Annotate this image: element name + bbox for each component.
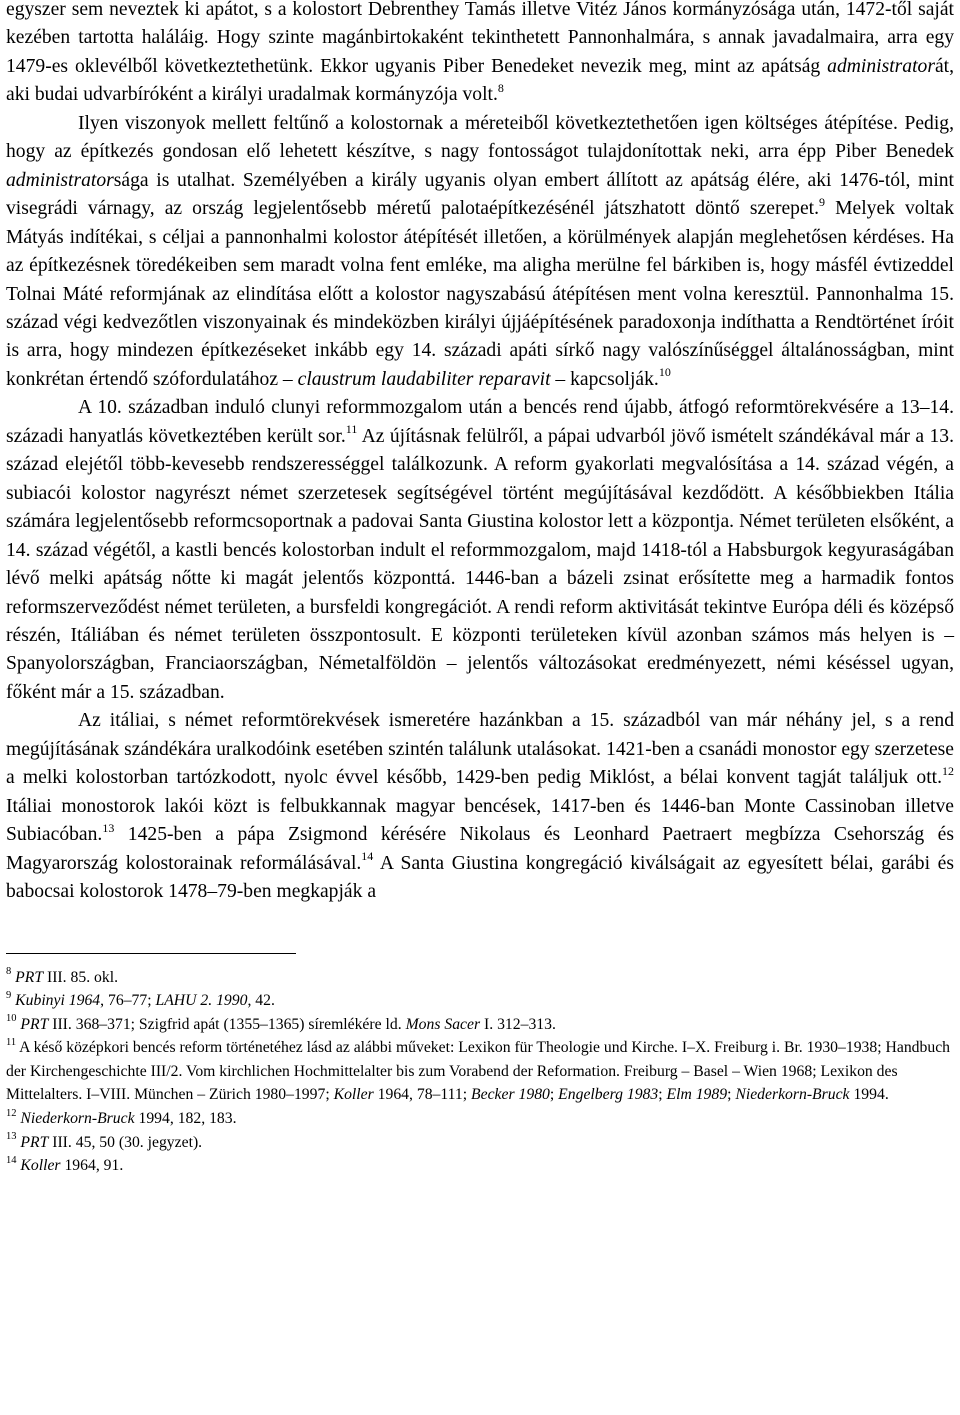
- italic-text: Becker 1980: [471, 1086, 550, 1104]
- text-run: A Santa Giustina kongregáció kiválságait az egyesített bélai, garábi és babocsai kolostorok 1478–79-ben megkapják a: [6, 852, 954, 903]
- footnote-9: [6, 989, 954, 1013]
- italic-text: administrator: [827, 55, 935, 77]
- text-run: 1994, 182, 183.: [134, 1110, 237, 1128]
- text-run: 1425-ben a pápa Zsigmond kérésére Nikolaus és Leonhard Paetraert megbízza Csehország és Magyarország kolostorainak reformálásával.: [6, 824, 954, 874]
- footnote-14: [6, 1154, 954, 1178]
- paragraph-1: [6, 0, 954, 110]
- text-run: – kapcsolják.: [550, 368, 659, 390]
- text-run: 1964, 78–111;: [373, 1086, 472, 1104]
- footnote-10: [6, 1013, 954, 1037]
- text-run: sága is utalhat. Személyében a király ugyanis olyan embert állított az apátság élére, aki 1476-tól, mint visegrádi várnagy, az ország legjelentősebb méretű palotaépítkezésénél játszhatott döntő szerepet.: [6, 169, 954, 220]
- text-run: Ilyen viszonyok mellett feltűnő a kolostornak a méreteiből következtethetően igen költséges átépítése. Pedig, hogy az építkezés gondosan elő lehetett készítve, s nagy fontosságot tulajdonítottak neki, arra épp Piber Benedek: [6, 112, 954, 163]
- footnote-marker: 12: [6, 1107, 17, 1119]
- text-run: ;: [549, 1086, 559, 1104]
- footnote-marker: 12: [942, 763, 954, 778]
- text-run: Az újításnak felülről, a pápai udvarból jövő ismételt szándékával már a 13. század elejétől több-kevesebb rendszerességgel találkozunk. A reform gyakorlati megvalósítása a 14. század végén, a subiacói kolostor nagyrészt német szerzetesek segítségével történt megújításával kezdődött. A későbbiekben Itália számára legjelentősebb reformcsoportnak a padovai Santa Giustina kolostor lett a központja. Német területen elsőként, a 14. század végétől, a kastli bencés kolostorban indult el reformmozgalom, majd 1418-tól a Habsburgok kegyuraságában lévő melki apátság nőtte ki magát jelentős központtá. 1446-ban a bázeli zsinat erősítette meg a harmadik fontos reformszerveződést német területen, a bursfeldi kongregációt. A rendi reform aktivitását tekintve Európa déli és középső részén, Itáliában és német területen összpontosult. E központi területeken kívül azonban számos más helyen is – Spanyolországban, Franciaországban, Németalföldön – jelentős változásokat eredményezett, némi késéssel ugyan, főként már a 15. században.: [6, 425, 954, 703]
- italic-text: PRT: [20, 1015, 49, 1033]
- text-run: 1964, 91.: [60, 1157, 124, 1175]
- italic-text: PRT: [20, 1133, 49, 1151]
- italic-text: Engelberg 1983: [558, 1086, 659, 1104]
- footnote-13: [6, 1131, 954, 1155]
- text-run: A késő középkori bencés reform történetéhez lásd az alábbi műveket: Lexikon für Theologie und Kirche. I–X. Freiburg i. Br. 1930–1938; Handbuch der Kirchengeschichte III/2. Vom kirchlichen Hochmittelalter bis zum Vorabend der Reformation. Freiburg – Basel – Wien 1968; Lexikon des Mittelalters. I–VIII. München – Zürich 1980–1997;: [6, 1039, 951, 1104]
- footnote-marker: 14: [361, 849, 374, 864]
- footnote-marker: 8: [6, 966, 12, 978]
- document-page: [6, 0, 954, 1178]
- text-run: III. 368–371; Szigfrid apát (1355–1365) síremlékére ld.: [48, 1015, 406, 1033]
- italic-text: Koller: [333, 1086, 374, 1104]
- text-run: ;: [727, 1086, 736, 1104]
- paragraph-2: [6, 110, 954, 395]
- main-text: [6, 0, 954, 907]
- paragraph-3: [6, 394, 954, 707]
- footnote-marker: 10: [658, 365, 671, 380]
- italic-text: Niederkorn-Bruck: [735, 1086, 850, 1104]
- italic-text: Elm 1989: [666, 1086, 728, 1104]
- text-run: Itáliai monostorok lakói közt is felbukkannak magyar bencések, 1417-ben és 1446-ban Monte Cassinoban illetve Subiacóban.: [6, 795, 954, 846]
- italic-text: Niederkorn-Bruck: [20, 1110, 135, 1128]
- footnote-marker: 13: [102, 820, 115, 835]
- italic-text: Koller: [20, 1157, 61, 1175]
- footnote-marker: 14: [6, 1155, 17, 1167]
- footnote-11: [6, 1036, 954, 1107]
- text-run: , 42.: [247, 992, 275, 1010]
- italic-text: PRT: [15, 968, 44, 986]
- text-run: A 10. században induló clunyi reformmozgalom után a bencés rend újabb, átfogó reformtörekvésére a 13–14. századi hanyatlás következtében került sor.: [6, 397, 954, 447]
- text-run: át, aki budai udvarbíróként a királyi uradalmak kormányzója volt.: [6, 55, 954, 106]
- footnote-marker: 11: [345, 422, 358, 437]
- footnote-separator: [6, 953, 296, 954]
- footnote-marker: 9: [6, 989, 12, 1001]
- text-run: ;: [658, 1086, 667, 1104]
- footnote-marker: 8: [497, 80, 504, 95]
- italic-text: LAHU 2. 1990: [155, 992, 248, 1010]
- footnote-marker: 9: [819, 194, 825, 209]
- footnote-marker: 11: [6, 1037, 17, 1049]
- text-run: egyszer sem neveztek ki apátot, s a kolostort Debrenthey Tamás illetve Vitéz János kormányzósága után, 1472-től saját kezében tartotta haláláig. Hogy szinte magánbirtokaként tekinthetett Pannonhalmára, s annak javadalmaira, arra egy 1479-es oklevélből következtethetünk. Ekkor ugyanis Piber Benedeket nevezik meg, mint az apátság: [6, 0, 954, 77]
- footnote-marker: 13: [6, 1131, 17, 1143]
- text-run: Az itáliai, s német reformtörekvések ismeretére hazánkban a 15. századból van már néhány jel, s a rend megújításának szándékára uralkodóink esetében szintén találunk utalásokat. 1421-ben a csanádi monostor egy szerzetese a melki kolostorban tartózkodott, nyolc évvel később, 1429-ben pedig Miklóst, a bélai konvent tagját találjuk ott.: [6, 710, 954, 789]
- footnotes: [6, 966, 954, 1178]
- text-run: , 76–77;: [100, 992, 156, 1010]
- italic-text: claustrum laudabiliter reparavit: [297, 368, 551, 390]
- italic-text: Kubinyi 1964: [15, 992, 101, 1010]
- footnote-marker: 10: [6, 1013, 17, 1025]
- text-run: III. 45, 50 (30. jegyzet).: [48, 1133, 203, 1151]
- footnote-12: [6, 1107, 954, 1131]
- text-run: I. 312–313.: [480, 1015, 556, 1033]
- text-run: 1994.: [849, 1086, 889, 1104]
- text-run: III. 85. okl.: [43, 968, 118, 986]
- paragraph-4: [6, 707, 954, 906]
- text-run: Melyek voltak Mátyás indítékai, s céljai a pannonhalmi kolostor átépítését illetően, a körülmények alapján meglehetősen kérdéses. Ha az építkezésnek töredékeiben sem maradt volna fent emléke, ma aligha merülne fel bárkiben is, hogy másfél évtizeddel Tolnai Máté reformjának az elindítása előtt a kolostor nagyszabású átépítésen ment volna keresztül. Pannonhalma 15. század végi kedvezőtlen viszonyainak és mindeközben királyi újjáépítésének paradoxonja indíthatta a Rendtörténet íróit is arra, hogy mindezen építkezéseket inkább egy 14. századi apáti sírkő nagy valószínűséggel általánosságban, mint konkrétan értendő szófordulatához –: [6, 198, 954, 390]
- footnote-8: [6, 966, 954, 990]
- italic-text: Mons Sacer: [405, 1015, 481, 1033]
- italic-text: administrator: [6, 169, 114, 191]
